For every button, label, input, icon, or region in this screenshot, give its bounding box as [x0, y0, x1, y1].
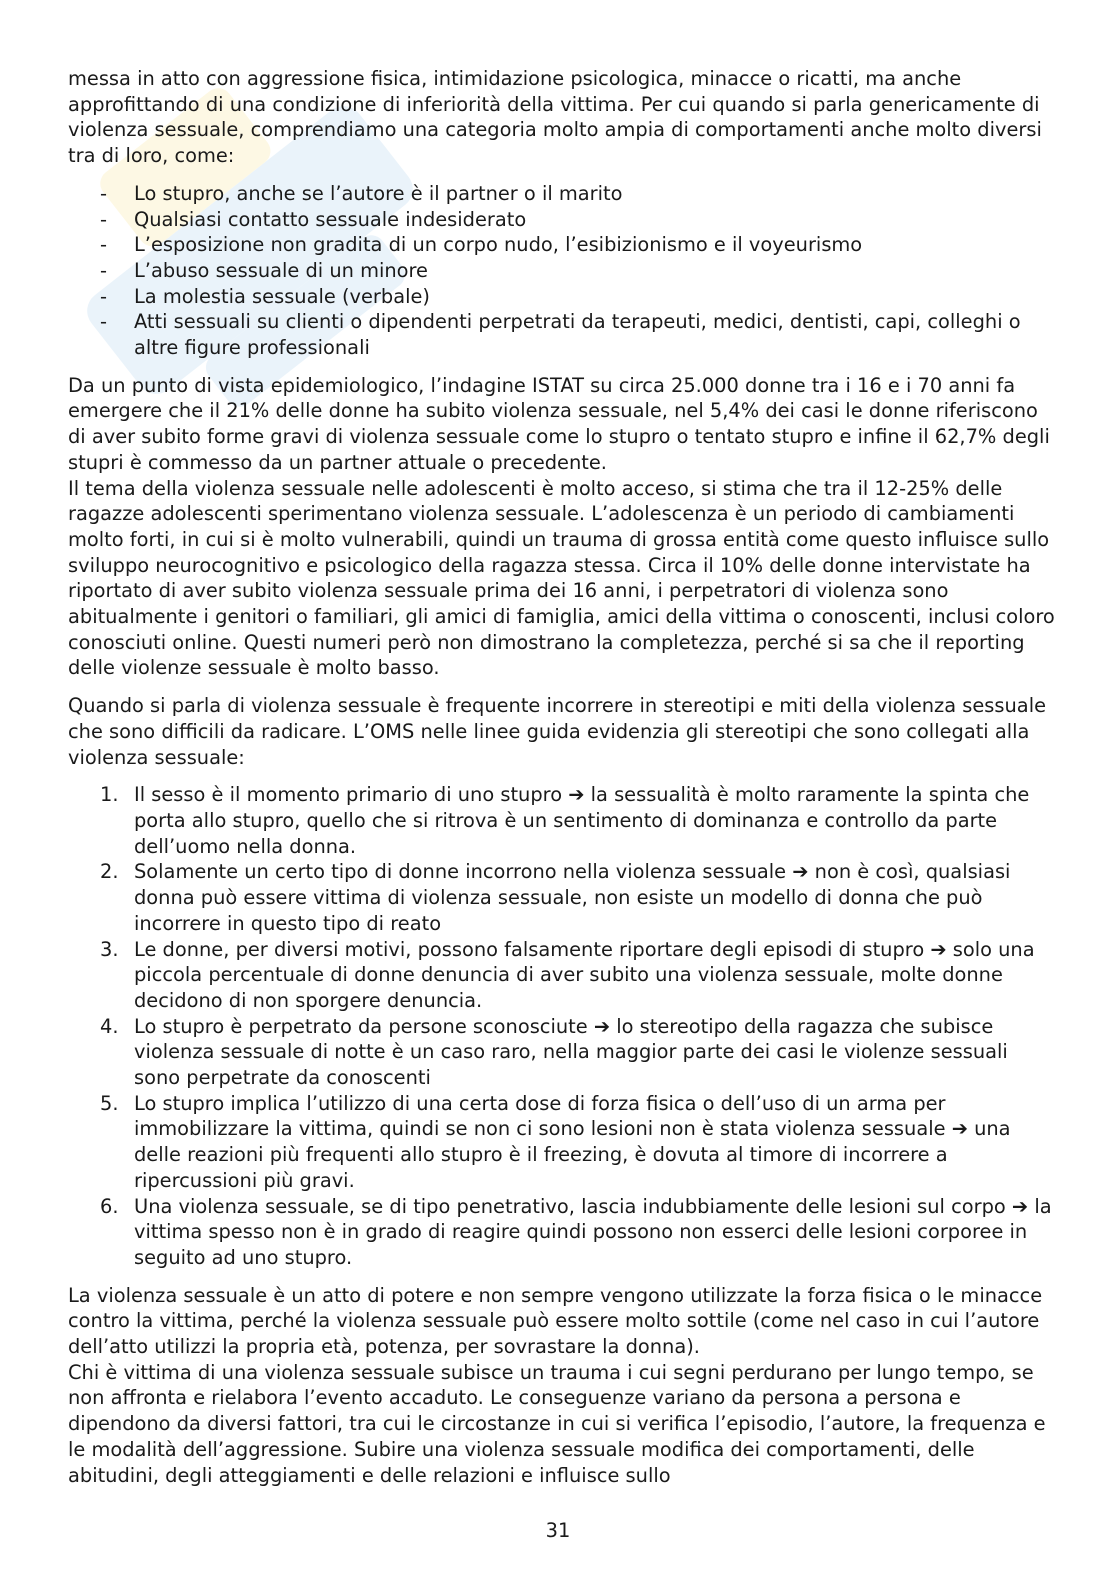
- list-number: 4.: [100, 1014, 119, 1038]
- dash-bullet: -: [100, 284, 107, 308]
- list-item-text: Qualsiasi contatto sessuale indesiderato: [134, 207, 527, 231]
- list-number: 3.: [100, 937, 119, 961]
- list-item-text: Il sesso è il momento primario di uno stupro ➔ la sessualità è molto raramente la spinta che porta allo stupro, quello che si ritrova è un sentimento di dominanza e controllo da parte dell’uomo nella donna.: [134, 783, 1030, 858]
- list-item: [68, 782, 1058, 859]
- dash-bullet: -: [100, 181, 107, 205]
- list-item-text: Solamente un certo tipo di donne incorrono nella violenza sessuale ➔ non è così, qualsiasi donna può essere vittima di violenza sessuale, non esiste un modello di donna che può incorrere in questo tipo di reato: [134, 860, 1011, 935]
- list-item-text: Lo stupro è perpetrato da persone sconosciute ➔ lo stereotipo della ragazza che subisce violenza sessuale di notte è un caso raro, nella maggior parte dei casi le violenze sessuali sono perpetrate da conoscenti: [134, 1014, 1008, 1090]
- list-item-text: La molestia sessuale (verbale): [134, 284, 430, 308]
- list-item: [68, 1091, 1058, 1194]
- stereotypes-intro: Quando si parla di violenza sessuale è frequente incorrere in stereotipi e miti della violenza sessuale che sono difficili da radicare. L’OMS nelle linee guida evidenzia gli stereotipi che sono collegati alla violenza sessuale:: [68, 694, 1047, 769]
- list-number: 6.: [100, 1194, 119, 1218]
- trauma-paragraph: Chi è vittima di una violenza sessuale subisce un trauma i cui segni perdurano per lungo tempo, se non affronta e rielabora l’evento accaduto. Le conseguenze variano da persona a persona e dipendono da diversi fattori, tra cui le circostanze in cui si verifica l’episodio, l’autore, la frequenza e le modalità dell’aggressione. Subire una violenza sessuale modifica dei comportamenti, delle abitudini, degli atteggiamenti e delle relazioni e influisce sullo: [68, 1360, 1046, 1487]
- power-paragraph: La violenza sessuale è un atto di potere e non sempre vengono utilizzate la forza fisica o le minacce contro la vittima, perché la violenza sessuale può essere molto sottile (come nel caso in cui l’autore dell’atto utilizzi la propria età, potenza, per sovrastare la donna).: [68, 1283, 1043, 1359]
- list-item: [68, 232, 1058, 258]
- list-item: [68, 207, 1058, 233]
- intro-paragraph: messa in atto con aggressione fisica, intimidazione psicologica, minacce o ricatti, ma anche approfittando di una condizione di inferiorità della vittima. Per cui quando si parla genericamente di violenza sessuale, comprendiamo una categoria molto ampia di comportamenti anche molto diversi tra di loro, come:: [68, 67, 1042, 168]
- list-item-text: Atti sessuali su clienti o dipendenti perpetrati da terapeuti, medici, dentisti, capi, colleghi o altre figure professionali: [134, 310, 1021, 360]
- list-item: [68, 937, 1058, 1014]
- list-item-text: L’abuso sessuale di un minore: [134, 258, 428, 282]
- dash-bullet: -: [100, 258, 107, 282]
- list-number: 2.: [100, 860, 119, 884]
- list-item: [68, 859, 1058, 936]
- list-item: [68, 181, 1058, 207]
- dash-bullet: -: [100, 233, 107, 257]
- dash-bullet: -: [100, 310, 107, 334]
- stereotypes-list: [68, 782, 1058, 1270]
- behaviors-list: [68, 181, 1058, 361]
- list-item-text: Una violenza sessuale, se di tipo penetrativo, lascia indubbiamente delle lesioni sul corpo ➔ la vittima spesso non è in grado di reagire quindi possono non esserci delle lesioni corporee in seguito ad uno stupro.: [134, 1194, 1052, 1269]
- list-number: 5.: [100, 1091, 119, 1115]
- list-item-text: Le donne, per diversi motivi, possono falsamente riportare degli episodi di stupro ➔ solo una piccola percentuale di donne denuncia di aver subito una violenza sessuale, molte donne decidono di non sporgere denuncia.: [134, 937, 1035, 1012]
- adolescents-paragraph: Il tema della violenza sessuale nelle adolescenti è molto acceso, si stima che tra il 12-25% delle ragazze adolescenti sperimentano violenza sessuale. L’adolescenza è un periodo di cambiamenti molto forti, in cui si è molto vulnerabili, quindi un trauma di grossa entità come questo influisce sullo sviluppo neurocognitivo e psicologico della ragazza stessa. Circa il 10% delle donne intervistate ha riportato di aver subito violenza sessuale prima dei 16 anni, i perpetratori di violenza sono abitualmente i genitori o familiari, gli amici di famiglia, amici della vittima o conoscenti, inclusi coloro conosciuti online. Questi numeri però non dimostrano la completezza, perché si sa che il reporting delle violenze sessuale è molto basso.: [68, 476, 1055, 680]
- list-item: [68, 258, 1058, 284]
- list-item-text: Lo stupro implica l’utilizzo di una certa dose di forza fisica o dell’uso di un arma per immobilizzare la vittima, quindi se non ci sono lesioni non è stata violenza sessuale ➔ una delle reazioni più frequenti allo stupro è il freezing, è dovuta al timore di incorrere a ripercussioni più gravi.: [134, 1091, 1011, 1192]
- list-item: [68, 284, 1058, 310]
- document-page: [68, 66, 1058, 1488]
- list-item-text: L’esposizione non gradita di un corpo nudo, l’esibizionismo e il voyeurismo: [134, 233, 863, 257]
- list-item-text: Lo stupro, anche se l’autore è il partner o il marito: [134, 181, 623, 205]
- page-number: 31: [545, 1519, 571, 1542]
- list-item: [68, 1014, 1058, 1091]
- list-item: [68, 1194, 1058, 1271]
- dash-bullet: -: [100, 207, 107, 231]
- list-number: 1.: [100, 783, 119, 807]
- epidemiology-paragraph: Da un punto di vista epidemiologico, l’indagine ISTAT su circa 25.000 donne tra i 16 e i 70 anni fa emergere che il 21% delle donne ha subito violenza sessuale, nel 5,4% dei casi le donne riferiscono di aver subito forme gravi di violenza sessuale come lo stupro o tentato stupro e infine il 62,7% degli stupri è commesso da un partner attuale o precedente.: [68, 373, 1050, 474]
- list-item: [68, 309, 1058, 360]
